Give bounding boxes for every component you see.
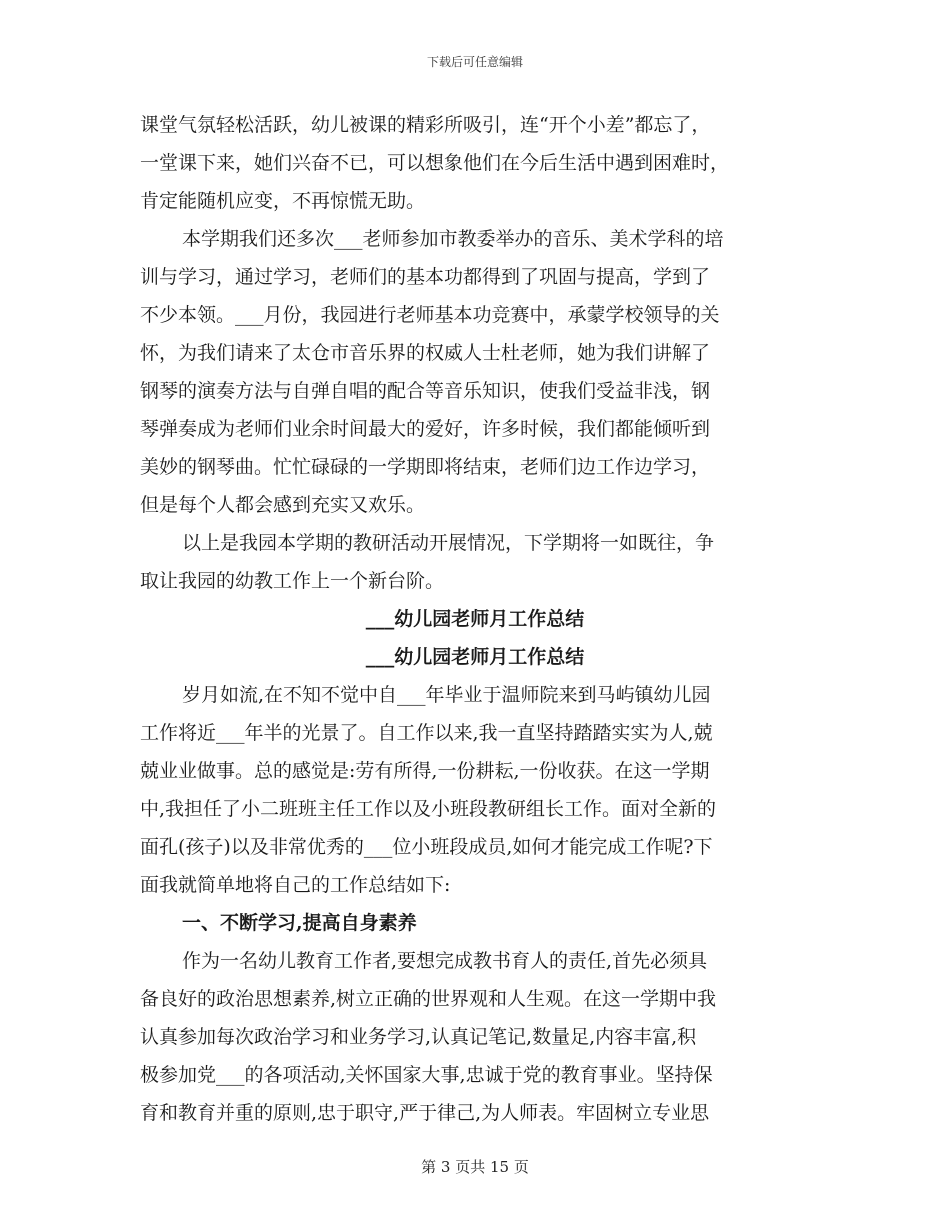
- text-line: 极参加党___的各项活动,关怀国家大事,忠诚于党的教育事业。坚持保: [140, 1064, 713, 1086]
- text-line: 琴弹奏成为老师们业余时间最大的爱好，许多时候，我们都能倾听到: [140, 418, 711, 440]
- text-line: 训与学习，通过学习，老师们的基本功都得到了巩固与提高，学到了: [140, 266, 711, 288]
- text-line: 中,我担任了小二班班主任工作以及小班段教研组长工作。面对全新的: [140, 798, 717, 820]
- text-line: 岁月如流,在不知不觉中自___年毕业于温师院来到马屿镇幼儿园: [182, 684, 711, 706]
- text-line: 作为一名幼儿教育工作者,要想完成教书育人的责任,首先必须具: [182, 950, 708, 972]
- text-line: 工作将近___年半的光景了。自工作以来,我一直坚持踏踏实实为人,兢: [140, 722, 713, 744]
- page-header: 下载后可任意编辑: [426, 55, 523, 69]
- text-line: 以上是我园本学期的教研活动开展情况，下学期将一如既往，争: [182, 532, 715, 554]
- text-line: 课堂气氛轻松活跃，幼儿被课的精彩所吸引，连“开个小差”都忘了，: [140, 114, 711, 136]
- section-heading: 一、不断学习,提高自身素养: [182, 912, 417, 934]
- text-line: 不少本领。___月份，我园进行老师基本功竞赛中，承蒙学校领导的关: [140, 304, 720, 326]
- text-line: 怀，为我们请来了太仓市音乐界的权威人士杜老师，她为我们讲解了: [140, 342, 711, 364]
- text-line: 取让我园的幼教工作上一个新台阶。: [140, 570, 445, 592]
- section-title: ___幼儿园老师月工作总结: [365, 608, 585, 630]
- text-line: 本学期我们还多次___老师参加市教委举办的音乐、美术学科的培: [182, 228, 724, 250]
- text-line: 一堂课下来，她们兴奋不已，可以想象他们在今后生活中遇到困难时，: [140, 152, 730, 174]
- page-number: 第 3 页共 15 页: [421, 1158, 529, 1176]
- text-line: 兢业业做事。总的感觉是:劳有所得,一份耕耘,一份收获。在这一学期: [140, 760, 710, 782]
- text-line: 面孔(孩子)以及非常优秀的___位小班段成员,如何才能完成工作呢?下: [140, 836, 713, 858]
- text-line: 面我就简单地将自己的工作总结如下:: [140, 874, 451, 896]
- text-line: 但是每个人都会感到充实又欢乐。: [140, 494, 426, 516]
- section-title: ___幼儿园老师月工作总结: [365, 646, 585, 668]
- text-line: 认真参加每次政治学习和业务学习,认真记笔记,数量足,内容丰富,积: [140, 1026, 697, 1048]
- text-line: 钢琴的演奏方法与自弹自唱的配合等音乐知识，使我们受益非浅，钢: [140, 380, 711, 402]
- text-line: 育和教育并重的原则,忠于职守,严于律己,为人师表。牢固树立专业思: [140, 1102, 710, 1124]
- document-body: [140, 106, 810, 1132]
- text-line: 肯定能随机应变，不再惊慌无助。: [140, 190, 426, 212]
- text-line: 备良好的政治思想素养,树立正确的世界观和人生观。在这一学期中我: [140, 988, 717, 1010]
- text-line: 美妙的钢琴曲。忙忙碌碌的一学期即将结束，老师们边工作边学习，: [140, 456, 711, 478]
